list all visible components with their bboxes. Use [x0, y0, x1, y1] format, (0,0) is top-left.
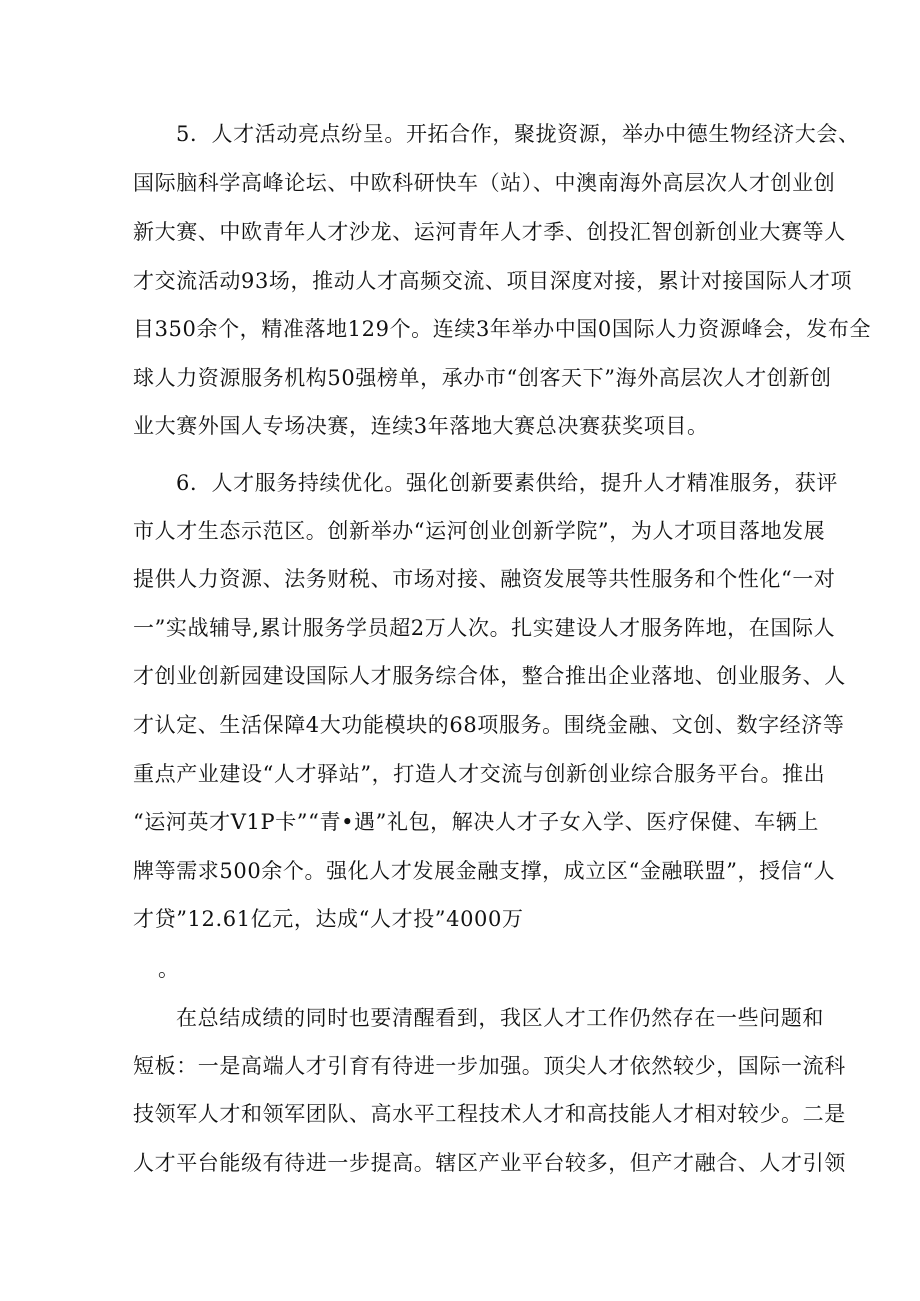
paragraph-5-line-4: 才交流活动93场，推动人才高频交流、项目深度对接，累计对接国际人才项	[133, 269, 853, 293]
paragraph-6-line-5: 才创业创新园建设国际人才服务综合体，整合推出企业落地、创业服务、人	[133, 664, 846, 688]
paragraph-5-line-6: 球人力资源服务机构50强榜单，承办市“创客天下”海外高层次人才创新创	[133, 366, 832, 390]
paragraph-5-line-1: 5．人才活动亮点纷呈。开拓合作，聚拢资源，举办中德生物经济大会、	[176, 122, 860, 146]
summary-line-3: 技领军人才和领军团队、高水平工程技术人才和高技能人才相对较少。二是	[133, 1102, 846, 1126]
paragraph-6-line-3: 提供人力资源、法务财税、市场对接、融资发展等共性服务和个性化“一对	[133, 567, 836, 591]
paragraph-5-line-5: 目350余个，精准落地129个。连续3年举办中国0国际人力资源峰会，发布全	[133, 317, 872, 341]
summary-line-1: 在总结成绩的同时也要清醒看到，我区人才工作仍然存在一些问题和	[176, 1006, 824, 1030]
paragraph-5-line-7: 业大赛外国人专场决赛，连续3年落地大赛总决赛获奖项目。	[133, 414, 709, 438]
stray-period: 。	[158, 957, 180, 981]
paragraph-5-line-3: 新大赛、中欧青年人才沙龙、运河青年人才季、创投汇智创新创业大赛等人	[133, 220, 846, 244]
paragraph-6-line-2: 市人才生态示范区。创新举办“运河创业创新学院”，为人才项目落地发展	[133, 519, 826, 543]
paragraph-6-line-6: 才认定、生活保障4大功能模块的68项服务。围绕金融、文创、数字经济等	[133, 713, 845, 737]
paragraph-6-line-8: “运河英才V1P卡”“青•遇”礼包，解决人才子女入学、医疗保健、车辆上	[133, 810, 819, 834]
summary-line-2: 短板：一是高端人才引育有待进一步加强。顶尖人才依然较少，国际一流科	[133, 1054, 846, 1078]
paragraph-6-line-10: 才贷”12.61亿元，达成“人才投”4000万	[133, 907, 524, 931]
paragraph-6-line-1: 6．人才服务持续优化。强化创新要素供给，提升人才精准服务，获评	[176, 471, 838, 495]
paragraph-5-line-2: 国际脑科学高峰论坛、中欧科研快车（站）、中澳南海外高层次人才创业创	[133, 171, 836, 195]
paragraph-6-line-9: 牌等需求500余个。强化人才发展金融支撑，成立区“金融联盟”，授信“人	[133, 859, 836, 883]
summary-line-4: 人才平台能级有待进一步提高。辖区产业平台较多，但产才融合、人才引领	[133, 1151, 846, 1175]
paragraph-6-line-4: 一”实战辅导,累计服务学员超2万人次。扎实建设人才服务阵地，在国际人	[133, 616, 836, 640]
paragraph-6-line-7: 重点产业建设“人才驿站”，打造人才交流与创新创业综合服务平台。推出	[133, 762, 826, 786]
